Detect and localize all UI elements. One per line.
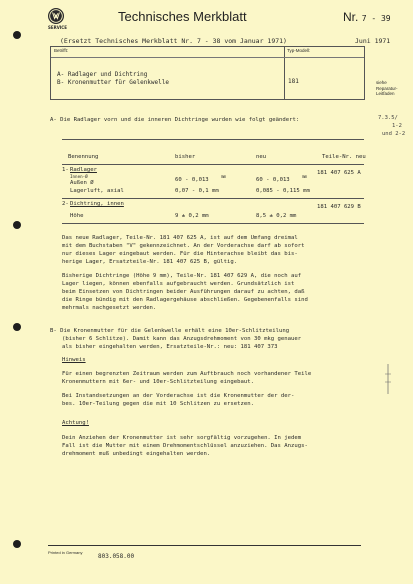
row1-old-diameter: 60 - 0,013 [175,177,209,183]
paragraph-a2 [62,272,308,312]
row1-old-play: 0,07 - 0,1 mm [175,188,219,194]
col-benennung: Benennung [68,154,99,160]
row1-name: Radlager [70,167,97,173]
col-neu: neu [256,154,267,160]
text-line: beim Einsetzen von Dichtringen beider Ausführungen darauf zu achten, daß [62,289,305,295]
betreff-item: A- Radlager und Dichtring [57,71,148,78]
punch-hole [13,540,21,548]
text-line: bes. 10er-Teilung gegen die mit 10 Schlitzen zu ersetzen. [62,401,254,407]
text-line: Lager liegen, können ebenfalls aufgebraucht werden. Grundsätzlich ist [62,281,295,287]
text-line: Dein Anziehen der Kronenmutter ist sehr sorgfältig vorzugehen. In jedem [62,435,302,441]
logo-label: SERVICE [48,25,67,30]
col-teile-nr: Teile-Nr. neu [322,154,366,160]
side-ref-line: und 2-2 [382,131,406,137]
text-line: B- Die Kronenmutter für die Gelenkwelle erhält eine 10er-Schlitzteilung [50,328,290,334]
side-note-line: Leitfaden [376,91,395,96]
text-line: nur dieses Lager eingebaut werden. Für die Hinterachse bleibt das bis- [62,251,298,257]
text-line: Das neue Radlager, Teile-Nr. 181 407 625 A, ist auf dem Umfang dreimal [62,235,298,241]
text-line: Fall ist die Mutter mit einem Drehmomentschlüssel anzuziehen. Das Anzugs- [62,443,308,449]
punch-hole [13,221,21,229]
typ-value: 181 [288,78,299,85]
row1-unit: mm [302,174,308,179]
row1-num: 1- [62,167,69,173]
text-line: die Ringe bündig mit den Radlagergehäuse abschließen. Gegebenenfalls sind [62,297,308,303]
row2-old: 9 ± 0,2 mm [175,213,209,219]
betreff-list [57,71,169,87]
text-line: mehrmals nachgesetzt werden. [62,305,157,311]
text-line: Kronenmuttern mit 6er- und 10er-Schlitzteilung eingebaut. [62,379,254,385]
document-number [343,10,391,24]
side-reference [378,114,405,138]
achtung-heading: Achtung! [62,420,89,426]
section-b-text [50,327,301,351]
side-note [376,80,398,97]
text-line: Für einen begrenzten Zeitraum werden zum Auftbrauch noch vorhandener Teile [62,371,312,377]
date: Juni 1971 [355,37,391,45]
text-line: als bisher eingehalten werden, Ersatzteile-Nr.: neu: 181 407 373 [62,344,278,350]
row2-sub: Höhe [70,213,84,219]
row2-part-number: 181 407 629 B [317,204,361,210]
hinweis-heading: Hinweis [62,357,86,363]
nr-value: 7 - 39 [361,14,391,23]
row1-part-number: 181 407 625 A [317,170,361,176]
achtung-text [62,434,308,458]
nr-label: Nr. [343,10,359,24]
punch-hole [13,31,21,39]
vw-logo-icon [48,8,64,24]
footer-label: Printed in Germany [48,550,83,555]
typ-label: Typ-Modell: [287,48,311,53]
header-box [50,46,365,100]
paragraph-a1 [62,234,304,266]
row1-sub3: Lagerluft, axial [70,188,124,194]
col-bisher: bisher [175,154,196,160]
page-title: Technisches Merkblatt [118,9,247,24]
hinweis-text-2 [62,392,294,408]
text-line: Bisherige Dichtringe (Höhe 9 mm), Teile-Nr. 181 407 629 A, die noch auf [62,273,302,279]
row1-new-play: 0,085 - 0,115 mm [256,188,310,194]
punch-hole [13,323,21,331]
subtitle: (Ersetzt Technisches Merkblatt Nr. 7 - 38 vom Januar 1971) [60,37,287,45]
betreff-label: Betrifft: [54,48,69,53]
side-note-line: Reparatur- [376,85,398,91]
text-line: (bisher 6 Schlitze). Damit kann das Anzugsdrehmoment von 30 mkg genauer [62,336,302,342]
row2-name: Dichtring, innen [70,201,124,207]
footer-code: 803.058.00 [98,553,135,560]
row1-unit: mm [221,174,227,179]
row2-num: 2- [62,201,69,207]
row1-sub1: Innen-Ø [70,174,88,179]
row1-sub2: Außen Ø [70,180,94,186]
row1-new-diameter: 60 - 0,013 [256,177,290,183]
change-marker-icon [384,364,392,394]
text-line: drehmoment muß unbedingt eingehalten werden. [62,451,211,457]
side-note-line: siehe [376,80,387,85]
section-a-intro: A- Die Radlager vorn und die inneren Dichtringe wurden wie folgt geändert: [50,117,300,123]
text-line: mit dem Buchstaben "V" gekennzeichnet. An der Vorderachse darf ab sofort [62,243,305,249]
betreff-item: B- Kronenmutter für Gelenkwelle [57,79,169,86]
hinweis-text-1 [62,370,311,386]
text-line: herige Lager, Ersatzteile-Nr. 181 407 625 B, gültig. [62,259,238,265]
side-ref-line: 7.3.5/ [378,115,398,121]
text-line: Bei Instandsetzungen an der Vorderachse ist die Kronenmutter der der- [62,393,295,399]
row2-new: 8,5 ± 0,2 mm [256,213,297,219]
side-ref-line: 1-2 [392,123,402,129]
